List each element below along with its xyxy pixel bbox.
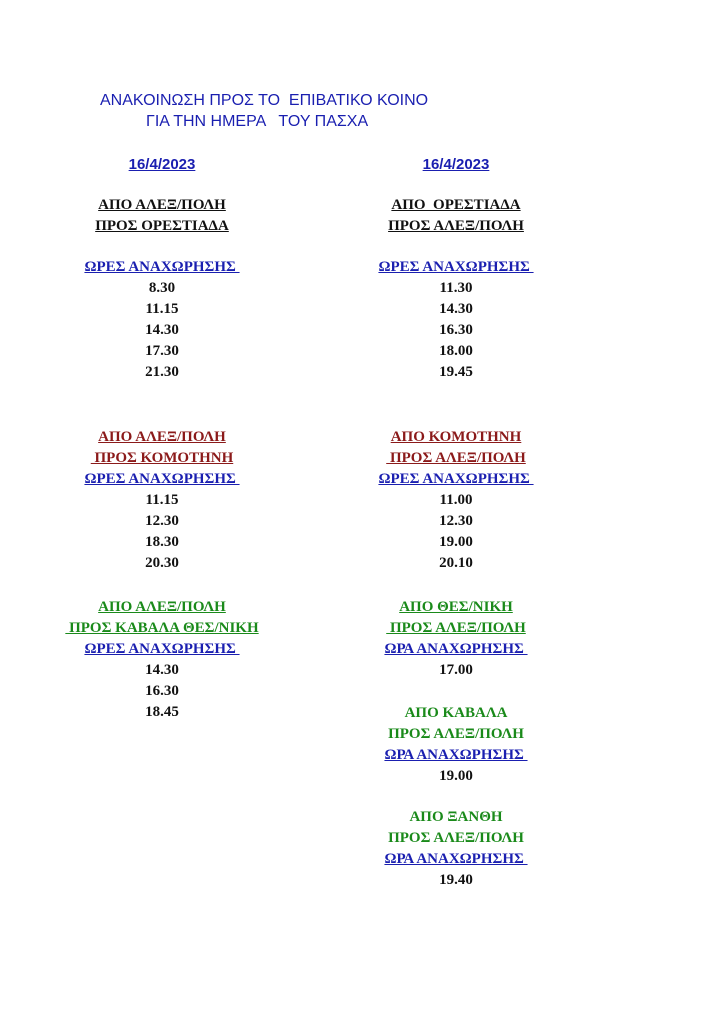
departure-time: 19.00 bbox=[439, 768, 473, 784]
right-route-komotini bbox=[326, 427, 586, 574]
route-from: ΑΠΟ ΑΛΕΞ/ΠΟΛΗ bbox=[98, 429, 226, 445]
departure-time: 20.30 bbox=[145, 555, 179, 571]
route-from: ΑΠΟ ΟΡΕΣΤΙΑΔΑ bbox=[391, 197, 521, 213]
departure-time: 12.30 bbox=[439, 513, 473, 529]
route-from: ΑΠΟ ΚΟΜΟΤΗΝΗ bbox=[390, 429, 522, 445]
departure-time: 18.30 bbox=[145, 534, 179, 550]
announcement-title-line-1: ΑΝΑΚΟΙΝΩΣΗ ΠΡΟΣ ΤΟ ΕΠΙΒΑΤΙΚΟ ΚΟΙΝΟ bbox=[100, 92, 429, 109]
route-to: ΠΡΟΣ ΑΛΕΞ/ΠΟΛΗ bbox=[386, 620, 526, 636]
departure-time: 11.00 bbox=[439, 492, 473, 508]
departure-time: 16.30 bbox=[145, 683, 179, 699]
departure-time: 19.45 bbox=[439, 364, 473, 380]
departure-time: 19.00 bbox=[439, 534, 473, 550]
departure-time: 18.00 bbox=[439, 343, 473, 359]
departure-times-label: ΩΡΕΣ ΑΝΑΧΩΡΗΣΗΣ bbox=[378, 471, 534, 487]
right-route-orestiada bbox=[326, 195, 586, 383]
departure-time: 11.15 bbox=[145, 301, 179, 317]
departure-time: 14.30 bbox=[145, 322, 179, 338]
route-from: ΑΠΟ ΚΑΒΑΛΑ bbox=[404, 705, 508, 721]
left-route-kavala-thessaloniki bbox=[32, 597, 292, 723]
route-to: ΠΡΟΣ ΚΟΜΟΤΗΝΗ bbox=[90, 450, 234, 466]
left-route-orestiada bbox=[32, 195, 292, 383]
departure-time: 12.30 bbox=[145, 513, 179, 529]
departure-time: 8.30 bbox=[148, 280, 176, 296]
departure-time: 20.10 bbox=[439, 555, 473, 571]
departure-times-label: ΩΡΕΣ ΑΝΑΧΩΡΗΣΗΣ bbox=[84, 259, 240, 275]
departure-time: 16.30 bbox=[439, 322, 473, 338]
left-date: 16/4/2023 bbox=[128, 156, 196, 173]
departure-time: 14.30 bbox=[145, 662, 179, 678]
departure-times-label: ΩΡΕΣ ΑΝΑΧΩΡΗΣΗΣ bbox=[84, 641, 240, 657]
departure-time: 18.45 bbox=[145, 704, 179, 720]
announcement-title-line-2: ΓΙΑ ΤΗΝ ΗΜΕΡΑ ΤΟΥ ΠΑΣΧΑ bbox=[146, 113, 369, 130]
route-to: ΠΡΟΣ ΑΛΕΞ/ΠΟΛΗ bbox=[386, 450, 526, 466]
route-from: ΑΠΟ ΑΛΕΞ/ΠΟΛΗ bbox=[98, 197, 226, 213]
route-to: ΠΡΟΣ ΚΑΒΑΛΑ ΘΕΣ/ΝΙΚΗ bbox=[65, 620, 259, 636]
route-from: ΑΠΟ ΑΛΕΞ/ΠΟΛΗ bbox=[98, 599, 226, 615]
departure-time: 17.00 bbox=[439, 662, 473, 678]
route-to: ΠΡΟΣ ΑΛΕΞ/ΠΟΛΗ bbox=[388, 218, 524, 234]
departure-time: 17.30 bbox=[145, 343, 179, 359]
route-from: ΑΠΟ ΘΕΣ/ΝΙΚΗ bbox=[399, 599, 513, 615]
departure-time-label: ΩΡΑ ΑΝΑΧΩΡΗΣΗΣ bbox=[384, 747, 528, 763]
route-to: ΠΡΟΣ ΑΛΕΞ/ΠΟΛΗ bbox=[388, 726, 524, 742]
departure-time: 11.30 bbox=[439, 280, 473, 296]
departure-times-label: ΩΡΕΣ ΑΝΑΧΩΡΗΣΗΣ bbox=[378, 259, 534, 275]
departure-time-label: ΩΡΑ ΑΝΑΧΩΡΗΣΗΣ bbox=[384, 641, 528, 657]
route-from: ΑΠΟ ΞΑΝΘΗ bbox=[409, 809, 503, 825]
departure-time: 19.40 bbox=[439, 872, 473, 888]
departure-time: 11.15 bbox=[145, 492, 179, 508]
right-route-thessaloniki bbox=[326, 597, 586, 681]
departure-time: 21.30 bbox=[145, 364, 179, 380]
route-to: ΠΡΟΣ ΑΛΕΞ/ΠΟΛΗ bbox=[388, 830, 524, 846]
right-route-kavala bbox=[326, 703, 586, 787]
departure-time-label: ΩΡΑ ΑΝΑΧΩΡΗΣΗΣ bbox=[384, 851, 528, 867]
departure-times-label: ΩΡΕΣ ΑΝΑΧΩΡΗΣΗΣ bbox=[84, 471, 240, 487]
right-date: 16/4/2023 bbox=[422, 156, 490, 173]
departure-time: 14.30 bbox=[439, 301, 473, 317]
left-route-komotini bbox=[32, 427, 292, 574]
route-to: ΠΡΟΣ ΟΡΕΣΤΙΑΔΑ bbox=[95, 218, 229, 234]
right-route-xanthi bbox=[326, 807, 586, 891]
